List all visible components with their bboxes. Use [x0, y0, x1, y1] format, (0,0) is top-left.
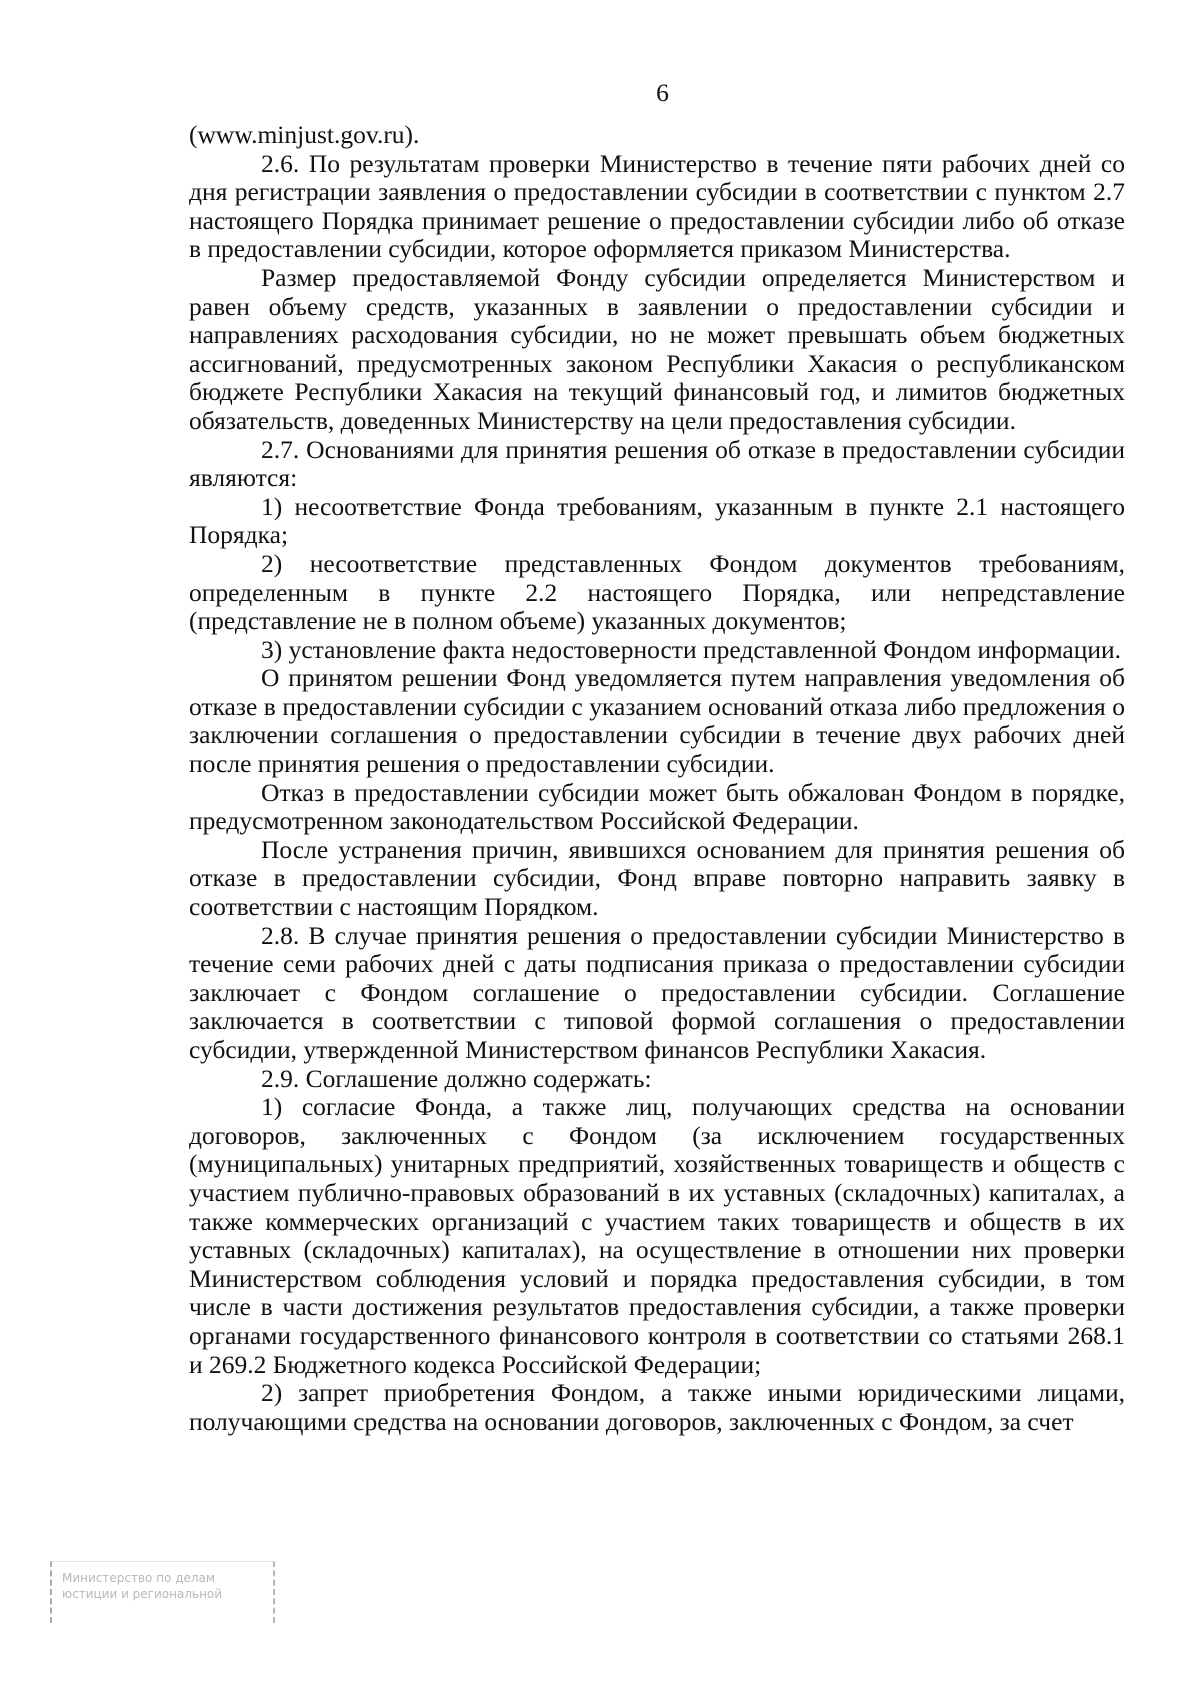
paragraph: Размер предоставляемой Фонду субсидии определяется Министерством и равен объему средств, указанных в заявлении о предоставлении субсидии и направлениях расходования субсидии, но не может превышать объем бюджетных ассигнований, предусмотренных законом Республики Хакасия о республиканском бюджете Республики Хакасия на текущий финансовый год, и лимитов бюджетных обязательств, доведенных Министерству на цели предоставления субсидии.	[189, 262, 1125, 435]
paragraph: 2.7. Основаниями для принятия решения об отказе в предоставлении субсидии являются:	[189, 434, 1125, 493]
paragraph: 3) установление факта недостоверности представленной Фондом информации.	[261, 634, 1122, 664]
paragraph: 1) согласие Фонда, а также лиц, получающих средства на основании договоров, заключенных с Фондом (за исключением государственных (муниципальных) унитарных предприятий, хозяйственных товариществ и обществ с участием публично-правовых образований в их уставных (складочных) капиталах, а также коммерческих организаций с участием таких товариществ и обществ в их уставных (складочных) капиталах), на осуществление в отношении них проверки Министерством соблюдения условий и порядка предоставления субсидии, в том числе в части достижения результатов предоставления субсидии, а также проверки органами государственного финансового контроля в соответствии со статьями 268.1 и 269.2 Бюджетного кодекса Российской Федерации;	[189, 1092, 1125, 1379]
paragraph: 1) несоответствие Фонда требованиям, указанным в пункте 2.1 настоящего Порядка;	[189, 491, 1125, 550]
paragraph: О принятом решении Фонд уведомляется путем направления уведомления об отказе в предоставлении субсидии с указанием оснований отказа либо предложения о заключении соглашения о предоставлении субсидии в течение двух рабочих дней после принятия решения о предоставлении субсидии.	[189, 663, 1125, 779]
registration-stamp	[50, 1561, 275, 1623]
page-number: 6	[656, 78, 669, 107]
paragraph: 2) запрет приобретения Фондом, а также иными юридическими лицами, получающими средства на основании договоров, заключенных с Фондом, за счет	[189, 1378, 1125, 1436]
paragraph: 2.9. Соглашение должно содержать:	[261, 1063, 652, 1093]
paragraph: После устранения причин, явившихся основанием для принятия решения об отказе в предоставлении субсидии, Фонд вправе повторно направить заявку в соответствии с настоящим Порядком.	[189, 834, 1125, 922]
paragraph: Отказ в предоставлении субсидии может быть обжалован Фондом в порядке, предусмотренном законодательством Российской Федерации.	[189, 777, 1125, 836]
stamp-line: юстиции и региональной	[62, 1587, 223, 1601]
paragraph: 2.6. По результатам проверки Министерство в течение пяти рабочих дней со дня регистрации заявления о предоставлении субсидии в соответствии с пунктом 2.7 настоящего Порядка принимает решение о предоставлении субсидии либо об отказе в предоставлении субсидии, которое оформляется приказом Министерства.	[189, 148, 1125, 264]
document-body	[189, 121, 1125, 1436]
stamp-line: Министерство по делам	[62, 1571, 215, 1585]
paragraph: 2) несоответствие представленных Фондом документов требованиям, определенным в пункте 2.2 настоящего Порядка, или непредставление (представление не в полном объеме) указанных документов;	[189, 548, 1125, 636]
paragraph: 2.8. В случае принятия решения о предоставлении субсидии Министерство в течение семи рабочих дней с даты подписания приказа о предоставлении субсидии заключает с Фондом соглашение о предоставлении субсидии. Соглашение заключается в соответствии с типовой формой соглашения о предоставлении субсидии, утвержденной Министерством финансов Республики Хакасия.	[189, 920, 1125, 1064]
paragraph: (www.minjust.gov.ru).	[189, 120, 420, 149]
